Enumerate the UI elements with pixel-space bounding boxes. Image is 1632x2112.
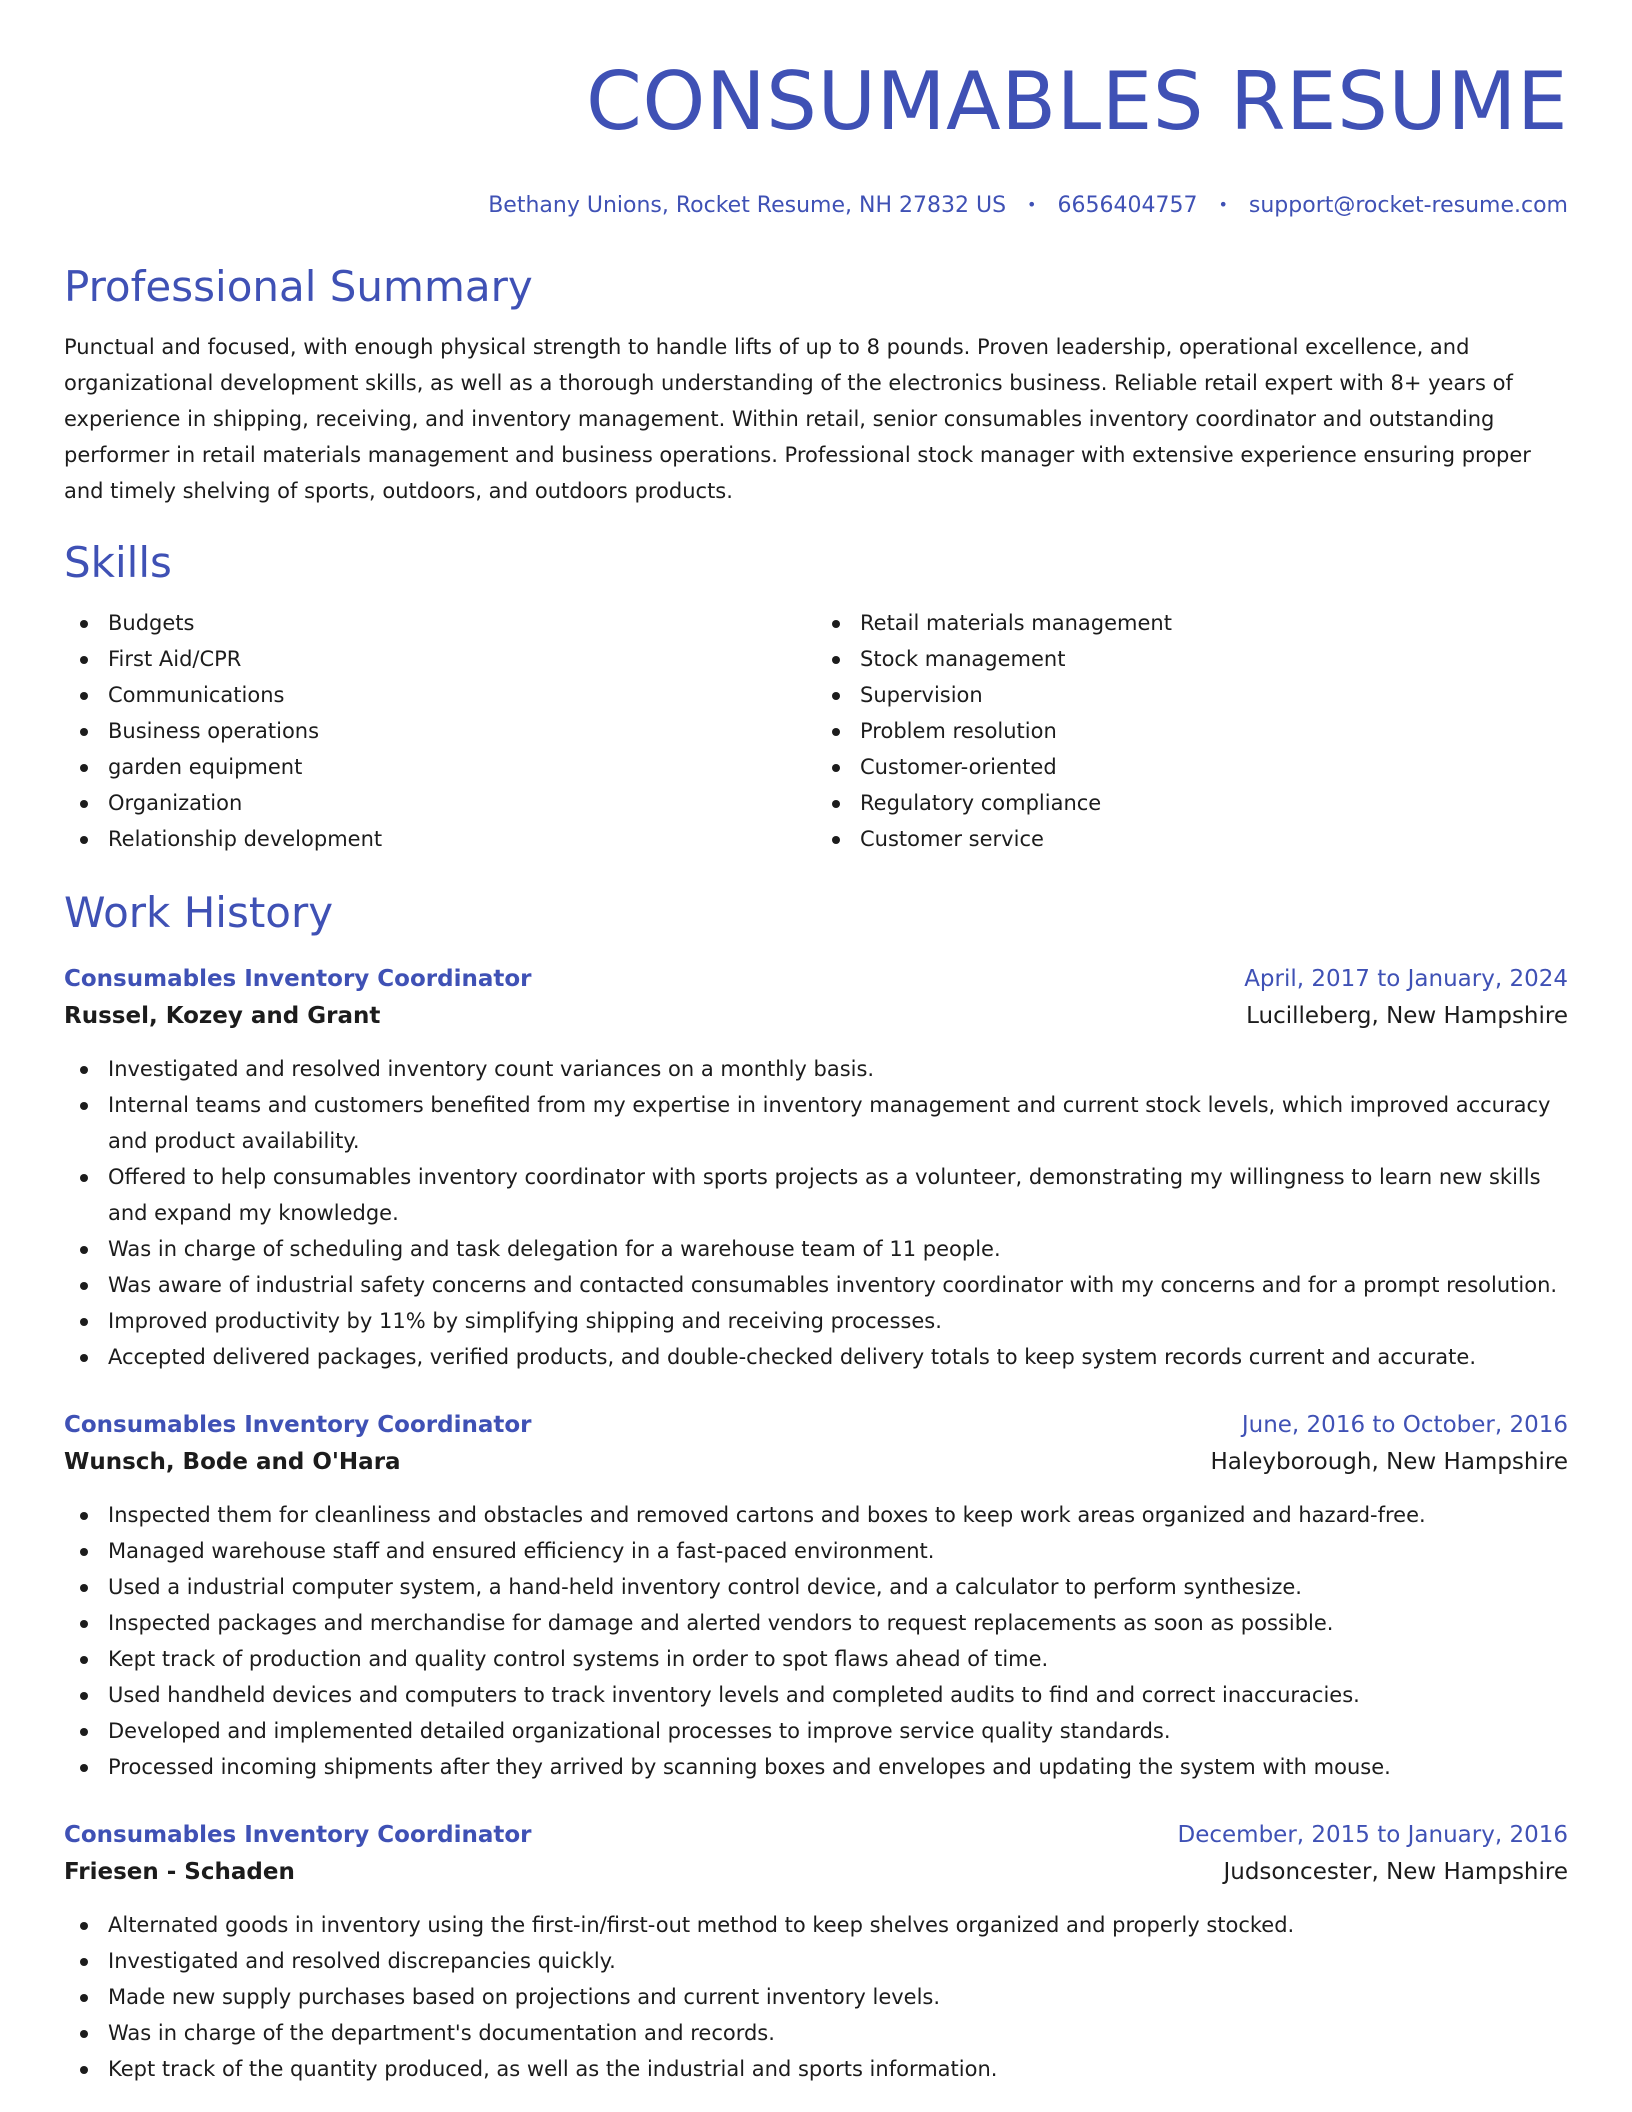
job-company: Friesen - Schaden [64, 1859, 295, 1885]
job-dates: December, 2015 to January, 2016 [1177, 1822, 1568, 1848]
skill-item: First Aid/CPR [108, 641, 816, 677]
job-company: Wunsch, Bode and O'Hara [64, 1449, 401, 1475]
summary-text: Punctual and focused, with enough physical strength to handle lifts of up to 8 pounds. Proven leadership, operational excellence, and organizational development skills, as well as a thorough understanding of the electronics business. Reliable retail expert with 8+ years of experience in shipping, receiving, and inventory management. Within retail, senior consumables inventory coordinator and outstanding performer in retail materials management and business operations. Professional stock manager with extensive experience ensuring proper and timely shelving of sports, outdoors, and outdoors products. [64, 335, 1531, 503]
skill-item: Communications [108, 677, 816, 713]
job-bullet: Alternated goods in inventory using the first-in/first-out method to keep shelves organized and properly stocked. [64, 1907, 1568, 1943]
job-bullet: Investigated and resolved discrepancies quickly. [64, 1943, 1568, 1979]
job-title: Consumables Inventory Coordinator [64, 1822, 532, 1848]
job-bullet: Managed warehouse staff and ensured efficiency in a fast-paced environment. [64, 1533, 1568, 1569]
job-entry [64, 1407, 1568, 1785]
skill-item: Relationship development [108, 821, 816, 857]
job-bullets [64, 1907, 1568, 2087]
skill-item: Stock management [860, 641, 1568, 677]
job-bullet: Improved productivity by 11% by simplifying shipping and receiving processes. [64, 1303, 1568, 1339]
job-bullet: Processed incoming shipments after they arrived by scanning boxes and envelopes and updating the system with mouse. [64, 1749, 1568, 1785]
job-entry [64, 961, 1568, 1375]
contact-separator: • [1218, 195, 1228, 214]
skills-grid [64, 605, 1568, 857]
skill-item: garden equipment [108, 749, 816, 785]
skill-item: Regulatory compliance [860, 785, 1568, 821]
skills-column-right [816, 605, 1568, 857]
skills-column-left [64, 605, 816, 857]
job-location: Judsoncester, New Hampshire [1223, 1859, 1568, 1885]
skill-item: Customer service [860, 821, 1568, 857]
contact-separator: • [1027, 195, 1037, 214]
skills-heading: Skills [64, 538, 172, 587]
skill-item: Business operations [108, 713, 816, 749]
job-bullet: Developed and implemented detailed organizational processes to improve service quality standards. [64, 1713, 1568, 1749]
job-title: Consumables Inventory Coordinator [64, 1412, 532, 1438]
job-title: Consumables Inventory Coordinator [64, 966, 532, 992]
job-entry [64, 1817, 1568, 2087]
job-bullet: Used handheld devices and computers to track inventory levels and completed audits to find and correct inaccuracies. [64, 1677, 1568, 1713]
job-bullet: Offered to help consumables inventory coordinator with sports projects as a volunteer, demonstrating my willingness to learn new skills and expand my knowledge. [64, 1159, 1568, 1231]
job-bullet: Used a industrial computer system, a hand-held inventory control device, and a calculator to perform synthesize. [64, 1569, 1568, 1605]
summary-heading: Professional Summary [64, 262, 533, 311]
skill-item: Supervision [860, 677, 1568, 713]
job-bullet: Inspected them for cleanliness and obstacles and removed cartons and boxes to keep work areas organized and hazard-free. [64, 1497, 1568, 1533]
contact-email[interactable]: support@rocket-resume.com [1248, 193, 1568, 218]
work-history-heading: Work History [64, 888, 334, 937]
job-bullet: Internal teams and customers benefited from my expertise in inventory management and current stock levels, which improved accuracy and product availability. [64, 1087, 1568, 1159]
skill-item: Organization [108, 785, 816, 821]
skill-item: Problem resolution [860, 713, 1568, 749]
job-bullet: Was in charge of the department's documentation and records. [64, 2015, 1568, 2051]
job-dates: April, 2017 to January, 2024 [1244, 966, 1568, 992]
job-bullet: Accepted delivered packages, verified products, and double-checked delivery totals to keep system records current and accurate. [64, 1339, 1568, 1375]
job-bullets [64, 1497, 1568, 1785]
job-bullet: Was aware of industrial safety concerns and contacted consumables inventory coordinator with my concerns and for a prompt resolution. [64, 1267, 1568, 1303]
job-bullets [64, 1051, 1568, 1375]
job-bullet: Inspected packages and merchandise for damage and alerted vendors to request replacements as soon as possible. [64, 1605, 1568, 1641]
resume-title: CONSUMABLES RESUME [585, 55, 1568, 148]
job-dates: June, 2016 to October, 2016 [1241, 1412, 1568, 1438]
job-bullet: Kept track of production and quality control systems in order to spot flaws ahead of time. [64, 1641, 1568, 1677]
contact-line [64, 190, 1568, 221]
job-bullet: Made new supply purchases based on projections and current inventory levels. [64, 1979, 1568, 2015]
skill-item: Customer-oriented [860, 749, 1568, 785]
job-bullet: Investigated and resolved inventory count variances on a monthly basis. [64, 1051, 1568, 1087]
job-location: Lucilleberg, New Hampshire [1246, 1003, 1568, 1029]
skill-item: Budgets [108, 605, 816, 641]
contact-address: Bethany Unions, Rocket Resume, NH 27832 US [488, 193, 1007, 218]
job-bullet: Kept track of the quantity produced, as well as the industrial and sports information. [64, 2051, 1568, 2087]
skill-item: Retail materials management [860, 605, 1568, 641]
job-company: Russel, Kozey and Grant [64, 1003, 381, 1029]
job-location: Haleyborough, New Hampshire [1210, 1449, 1568, 1475]
job-bullet: Was in charge of scheduling and task delegation for a warehouse team of 11 people. [64, 1231, 1568, 1267]
contact-phone[interactable]: 6656404757 [1057, 193, 1198, 218]
